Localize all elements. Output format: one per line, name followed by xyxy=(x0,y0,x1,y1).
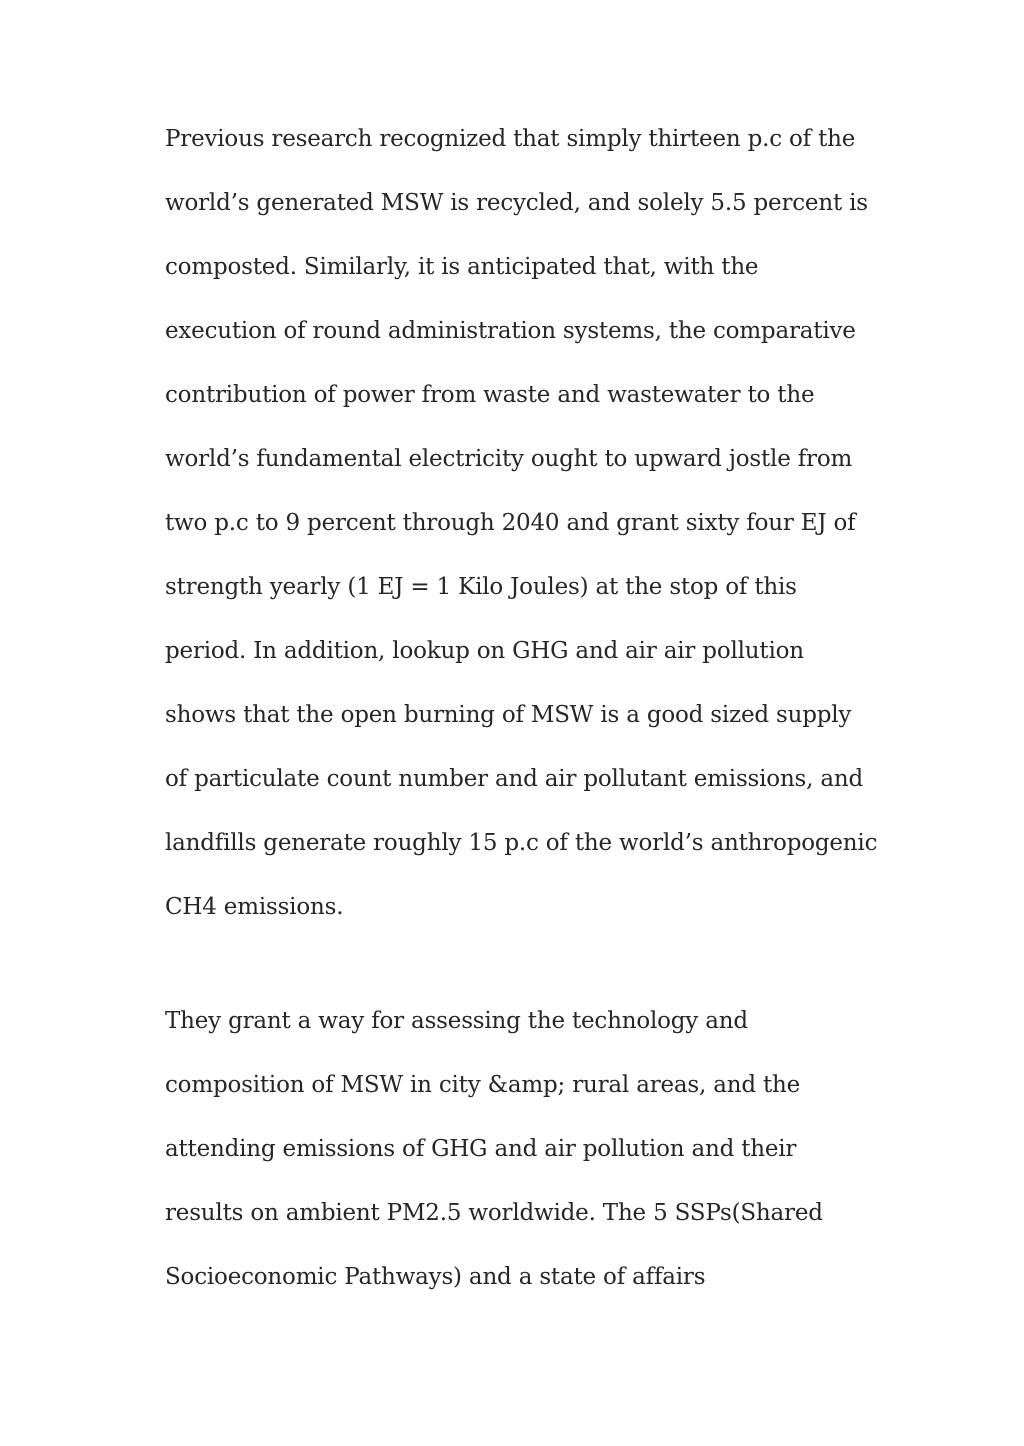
paragraph-1 xyxy=(165,120,885,952)
paragraph-line: world’s fundamental electricity ought to upward jostle from xyxy=(165,446,853,472)
paragraph-line: Socioeconomic Pathways) and a state of affairs xyxy=(165,1264,706,1290)
paragraph-2 xyxy=(165,1002,885,1322)
paragraph-line: landfills generate roughly 15 p.c of the world’s anthropogenic xyxy=(165,830,878,856)
paragraph-line: attending emissions of GHG and air pollution and their xyxy=(165,1136,797,1162)
paragraph-line: results on ambient PM2.5 worldwide. The 5 SSPs(Shared xyxy=(165,1200,823,1226)
paragraph-line: Previous research recognized that simply thirteen p.c of the xyxy=(165,126,856,152)
paragraph-line: shows that the open burning of MSW is a good sized supply xyxy=(165,702,852,728)
paragraph-line: They grant a way for assessing the technology and xyxy=(165,1008,748,1034)
paragraph-line: composted. Similarly, it is anticipated that, with the xyxy=(165,254,759,280)
paragraph-line: world’s generated MSW is recycled, and solely 5.5 percent is xyxy=(165,190,868,216)
paragraph-line: strength yearly (1 EJ = 1 Kilo Joules) at the stop of this xyxy=(165,574,797,600)
paragraph-line: CH4 emissions. xyxy=(165,894,344,920)
paragraph-line: two p.c to 9 percent through 2040 and grant sixty four EJ of xyxy=(165,510,856,536)
paragraph-line: period. In addition, lookup on GHG and air air pollution xyxy=(165,638,804,664)
paragraph-line: of particulate count number and air pollutant emissions, and xyxy=(165,766,864,792)
paragraph-line: execution of round administration systems, the comparative xyxy=(165,318,856,344)
paragraph-line: composition of MSW in city &amp; rural areas, and the xyxy=(165,1072,801,1098)
paragraph-line: contribution of power from waste and wastewater to the xyxy=(165,382,815,408)
